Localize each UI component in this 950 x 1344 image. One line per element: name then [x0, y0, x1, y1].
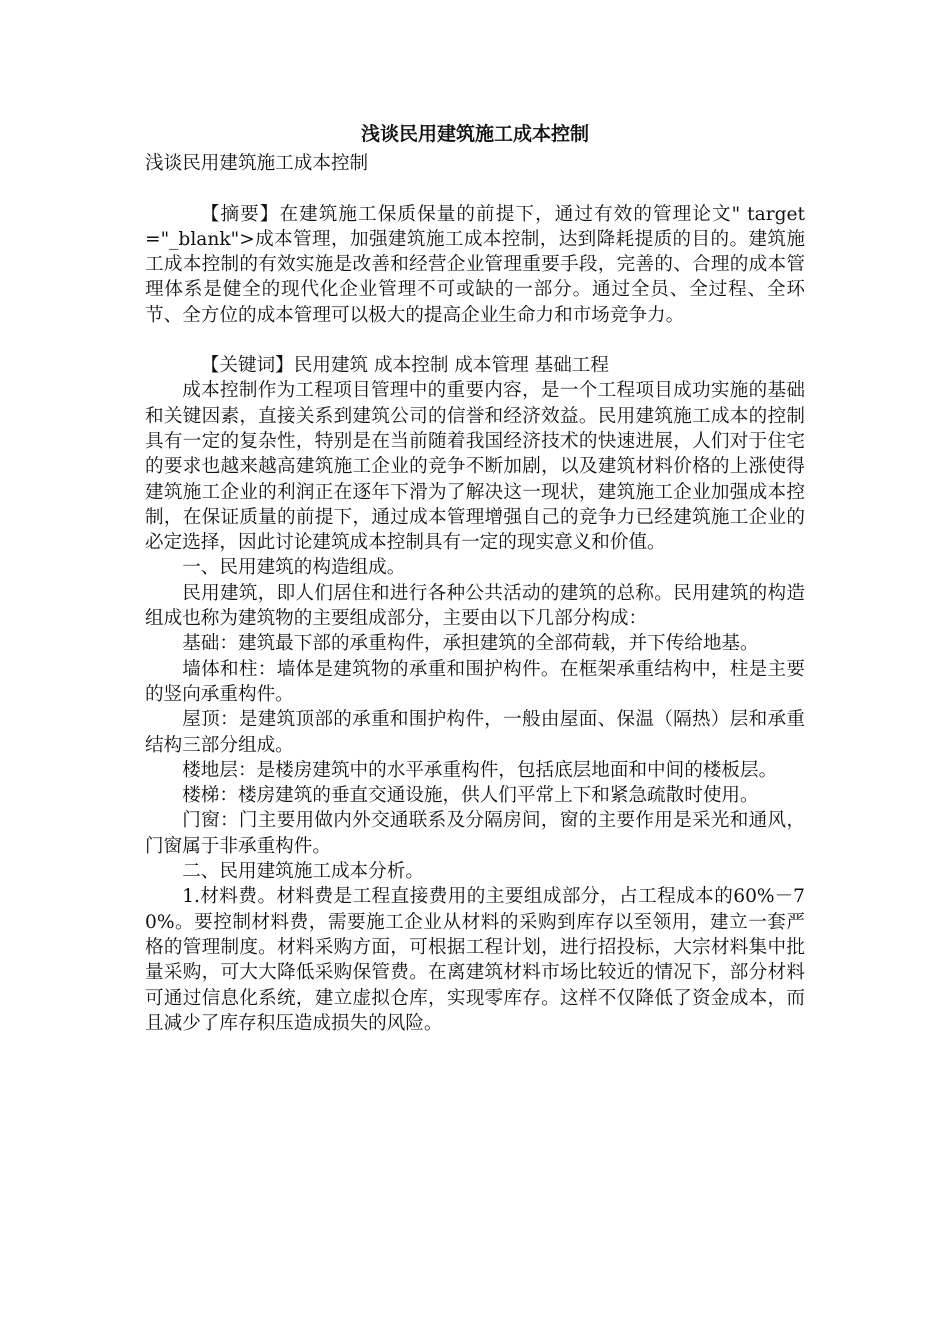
body-paragraph-roof: 屋顶：是建筑顶部的承重和围护构件，一般由屋面、保温（隔热）层和承重结构三部分组成。: [145, 709, 805, 756]
abstract-paragraph: 【摘要】在建筑施工保质保量的前提下，通过有效的管理论文" target="_blank">成本管理，加强建筑施工成本控制，达到降耗提质的目的。建筑施工成本控制的有效实施是改善和经营企业管理重要手段，完善的、合理的成本管理体系是健全的现代化企业管理不可或缺的一部分。通过全员、全过程、全环节、全方位的成本管理可以极大的提高企业生命力和市场竞争力。: [145, 203, 805, 326]
document-title: 浅谈民用建筑施工成本控制: [360, 123, 589, 145]
section-heading-structure: 一、民用建筑的构造组成。: [182, 557, 406, 579]
body-paragraph-walls: 墙体和柱：墙体是建筑物的承重和围护构件。在框架承重结构中，柱是主要的竖向承重构件。: [145, 658, 805, 705]
body-paragraph-material-cost: 1.材料费。材料费是工程直接费用的主要组成部分，占工程成本的60%－70%。要控制材料费，需要施工企业从材料的采购到库存以至领用，建立一套严格的管理制度。材料采购方面，可根据工程计划，进行招投标，大宗材料集中批量采购，可大大降低采购保管费。在离建筑材料市场比较近的情况下，部分材料可通过信息化系统，建立虚拟仓库，实现零库存。这样不仅降低了资金成本，而且减少了库存积压造成损失的风险。: [145, 886, 805, 1034]
section-heading-cost-analysis: 二、民用建筑施工成本分析。: [182, 861, 424, 883]
body-paragraph-stairs: 楼梯：楼房建筑的垂直交通设施，供人们平常上下和紧急疏散时使用。: [182, 785, 759, 807]
keywords-paragraph: 【关键词】民用建筑 成本控制 成本管理 基础工程: [200, 355, 609, 377]
document-subtitle: 浅谈民用建筑施工成本控制: [145, 153, 369, 175]
document-page: [145, 122, 805, 1036]
body-paragraph-definition: 民用建筑，即人们居住和进行各种公共活动的建筑的总称。民用建筑的构造组成也称为建筑物的主要组成部分，主要由以下几部分构成：: [145, 582, 805, 630]
body-paragraph-floors: 楼地层：是楼房建筑中的水平承重构件，包括底层地面和中间的楼板层。: [182, 759, 778, 781]
body-paragraph-foundation: 基础：建筑最下部的承重构件，承担建筑的全部荷载，并下传给地基。: [182, 633, 759, 655]
body-paragraph-doors-windows: 门窗：门主要用做内外交通联系及分隔房间，窗的主要作用是采光和通风，门窗属于非承重构件。: [145, 810, 805, 857]
body-paragraph-intro: 成本控制作为工程项目管理中的重要内容，是一个工程项目成功实施的基础和关键因素，直接关系到建筑公司的信誉和经济效益。民用建筑施工成本的控制具有一定的复杂性，特别是在当前随着我国经济技术的快速进展，人们对于住宅的要求也越来越高建筑施工企业的竞争不断加剧，以及建筑材料价格的上涨使得建筑施工企业的利润正在逐年下滑为了解决这一现状，建筑施工企业加强成本控制，在保证质量的前提下，通过成本管理增强自己的竞争力已经建筑施工企业的必定选择，因此讨论建筑成本控制具有一定的现实意义和价值。: [145, 380, 805, 554]
